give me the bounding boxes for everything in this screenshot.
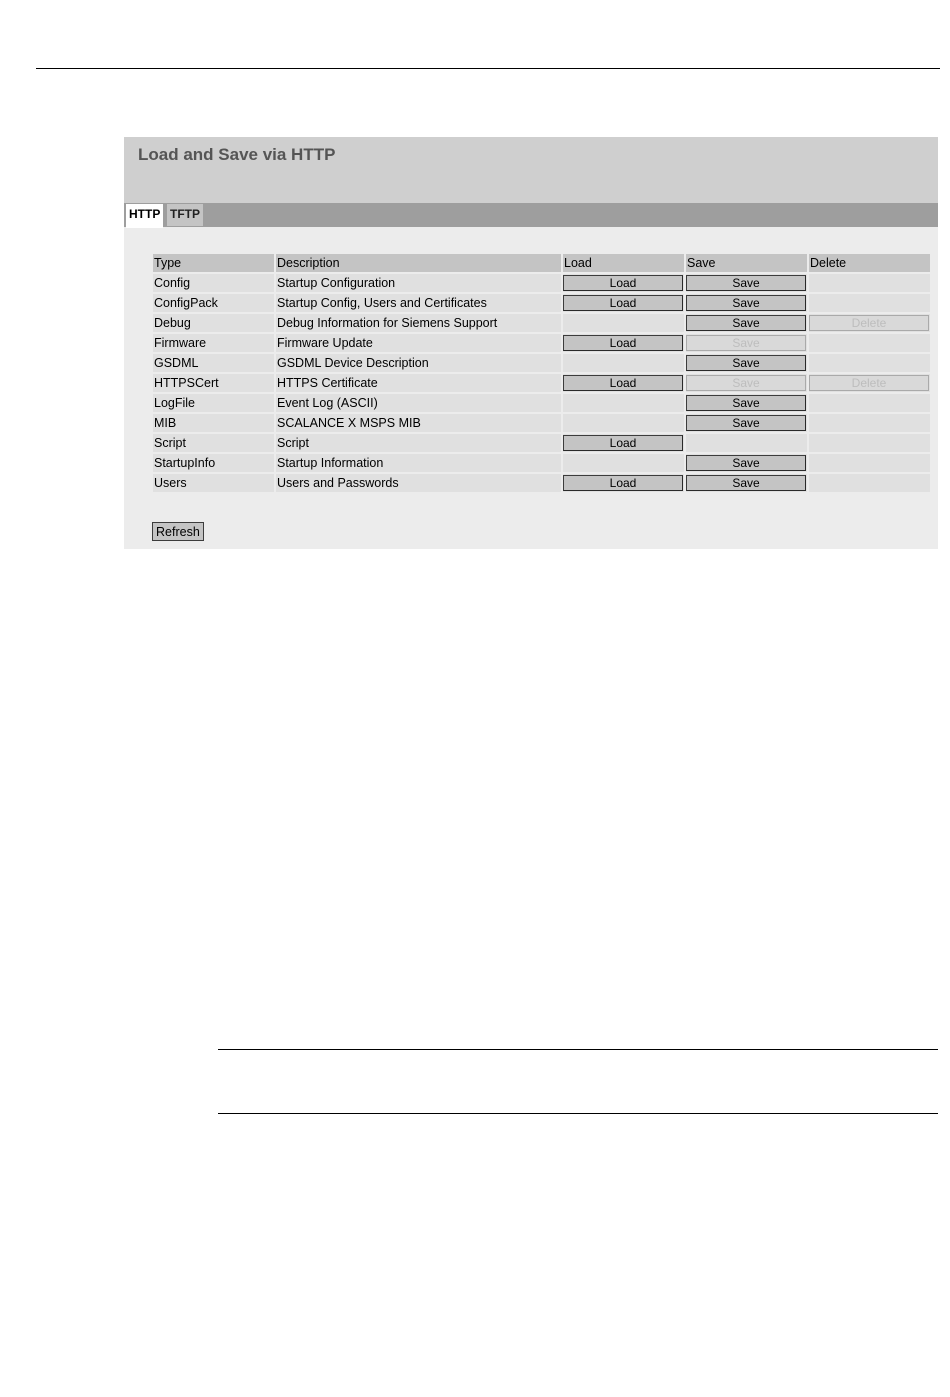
cell-save xyxy=(686,334,807,352)
cell-load xyxy=(563,334,684,352)
cell-type: LogFile xyxy=(153,394,274,412)
cell-delete xyxy=(809,374,930,392)
table-row xyxy=(153,434,930,452)
table-body xyxy=(153,274,930,492)
file-type-table xyxy=(151,252,932,494)
cell-type: Debug xyxy=(153,314,274,332)
refresh-button[interactable]: Refresh xyxy=(152,522,204,541)
tab-tftp[interactable]: TFTP xyxy=(167,204,203,226)
cell-save xyxy=(686,474,807,492)
cell-delete xyxy=(809,434,930,452)
tab-bar xyxy=(124,203,938,227)
cell-type: GSDML xyxy=(153,354,274,372)
delete-button: Delete xyxy=(809,375,929,391)
cell-delete xyxy=(809,354,930,372)
load-button[interactable]: Load xyxy=(563,335,683,351)
cell-load xyxy=(563,434,684,452)
column-header-delete: Delete xyxy=(809,254,930,272)
column-header-load: Load xyxy=(563,254,684,272)
cell-description: GSDML Device Description xyxy=(276,354,561,372)
table-row xyxy=(153,334,930,352)
cell-delete xyxy=(809,414,930,432)
save-button[interactable]: Save xyxy=(686,295,806,311)
delete-button: Delete xyxy=(809,315,929,331)
table-row xyxy=(153,374,930,392)
save-button[interactable]: Save xyxy=(686,315,806,331)
table-row xyxy=(153,454,930,472)
save-button[interactable]: Save xyxy=(686,475,806,491)
column-header-description: Description xyxy=(276,254,561,272)
cell-save xyxy=(686,414,807,432)
cell-load xyxy=(563,454,684,472)
cell-load xyxy=(563,314,684,332)
load-button[interactable]: Load xyxy=(563,275,683,291)
cell-type: Config xyxy=(153,274,274,292)
cell-save xyxy=(686,394,807,412)
table-row xyxy=(153,414,930,432)
cell-type: StartupInfo xyxy=(153,454,274,472)
cell-load xyxy=(563,294,684,312)
cell-description: Startup Information xyxy=(276,454,561,472)
cell-description: Startup Config, Users and Certificates xyxy=(276,294,561,312)
cell-save xyxy=(686,354,807,372)
cell-delete xyxy=(809,334,930,352)
load-button[interactable]: Load xyxy=(563,435,683,451)
save-button[interactable]: Save xyxy=(686,455,806,471)
table-row xyxy=(153,354,930,372)
table-row xyxy=(153,474,930,492)
save-button[interactable]: Save xyxy=(686,395,806,411)
cell-type: ConfigPack xyxy=(153,294,274,312)
tab-http[interactable]: HTTP xyxy=(126,204,163,228)
cell-delete xyxy=(809,394,930,412)
load-button[interactable]: Load xyxy=(563,375,683,391)
cell-save xyxy=(686,274,807,292)
cell-save xyxy=(686,314,807,332)
save-button[interactable]: Save xyxy=(686,355,806,371)
cell-load xyxy=(563,474,684,492)
cell-save xyxy=(686,294,807,312)
cell-description: SCALANCE X MSPS MIB xyxy=(276,414,561,432)
cell-type: Users xyxy=(153,474,274,492)
cell-description: HTTPS Certificate xyxy=(276,374,561,392)
cell-load xyxy=(563,414,684,432)
load-button[interactable]: Load xyxy=(563,475,683,491)
load-save-panel xyxy=(124,137,938,549)
note-rule-top xyxy=(218,1049,938,1050)
cell-load xyxy=(563,374,684,392)
table-row xyxy=(153,274,930,292)
save-button: Save xyxy=(686,375,806,391)
cell-load xyxy=(563,274,684,292)
cell-description: Event Log (ASCII) xyxy=(276,394,561,412)
cell-save xyxy=(686,374,807,392)
cell-description: Users and Passwords xyxy=(276,474,561,492)
save-button[interactable]: Save xyxy=(686,415,806,431)
cell-delete xyxy=(809,294,930,312)
cell-description: Debug Information for Siemens Support xyxy=(276,314,561,332)
top-rule xyxy=(36,68,940,69)
column-header-type: Type xyxy=(153,254,274,272)
table-row xyxy=(153,294,930,312)
cell-save xyxy=(686,454,807,472)
cell-load xyxy=(563,394,684,412)
table-row xyxy=(153,314,930,332)
page-title: Load and Save via HTTP xyxy=(138,145,336,164)
cell-type: HTTPSCert xyxy=(153,374,274,392)
cell-type: MIB xyxy=(153,414,274,432)
load-button[interactable]: Load xyxy=(563,295,683,311)
cell-type: Script xyxy=(153,434,274,452)
cell-delete xyxy=(809,474,930,492)
panel-header xyxy=(124,137,938,203)
cell-delete xyxy=(809,274,930,292)
cell-description: Script xyxy=(276,434,561,452)
cell-delete xyxy=(809,314,930,332)
cell-delete xyxy=(809,454,930,472)
cell-save xyxy=(686,434,807,452)
column-header-save: Save xyxy=(686,254,807,272)
table-row xyxy=(153,394,930,412)
note-rule-bottom xyxy=(218,1113,938,1114)
table-header-row xyxy=(153,254,930,272)
cell-description: Startup Configuration xyxy=(276,274,561,292)
cell-description: Firmware Update xyxy=(276,334,561,352)
save-button: Save xyxy=(686,335,806,351)
cell-load xyxy=(563,354,684,372)
save-button[interactable]: Save xyxy=(686,275,806,291)
cell-type: Firmware xyxy=(153,334,274,352)
